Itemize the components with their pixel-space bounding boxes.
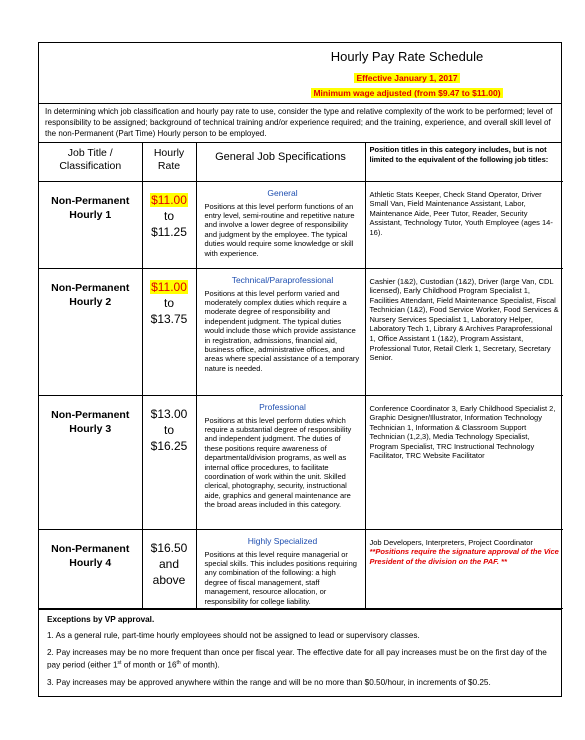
spec-body: Positions at this level perform functions of an entry level, semi-routine and repetitive nature and involve a lower degree of responsibility and judgment by the employee. The typical duties would require some knowledge or skill with experience.: [204, 201, 355, 258]
job-titles-text: Job Developers, Interpreters, Project Coordinator: [369, 537, 533, 547]
column-header-rate: Hourly Rate: [142, 143, 196, 181]
rate-separator: to: [163, 295, 174, 310]
column-header-job: Job Title / Classification: [39, 143, 142, 181]
title-area: [253, 43, 561, 103]
job-spec-cell: [196, 395, 365, 529]
job-titles-cell: [365, 529, 563, 608]
spec-body: Positions at this level perform duties which require a substantial degree of responsibility and independent judgment. The duties of these positions require awareness of departmental/division programs, as well as internal office procedures, to facilitate coordination of work within the unit. Skilled clerical, photography, security, instructional aide, graphics and general maintenance are the broad areas included in this category.: [204, 415, 352, 510]
column-header-titles: Position titles in this category includes, but is not limited to the equivalent of the following job titles:: [365, 143, 563, 181]
spec-body: Positions at this level perform varied and moderately complex duties which require a moderate degree of responsibility and independent judgment. The typical duties would include those which provide assistance in registration, admissions, financial aid, business office, administrative offices, and areas where special assistance of a temporary nature is needed.: [204, 288, 360, 373]
exception-item-2: 2. Pay increases may be no more frequent than once per fiscal year. The effective date for all pay increases must be on the first day of the pay period (either 1st of month or 16th of month).: [47, 647, 547, 670]
table-header-row: [39, 143, 563, 181]
document-header: [39, 43, 561, 104]
job-titles-cell: [365, 268, 563, 395]
hourly-rate-cell: [142, 395, 196, 529]
spec-heading: Highly Specialized: [247, 535, 318, 546]
exception-item-1: 1. As a general rule, part-time hourly employees should not be assigned to lead or supervisory classes.: [47, 630, 420, 640]
rate-high: $16.25: [150, 438, 188, 453]
table-row: [39, 181, 563, 268]
rate-high: above: [152, 572, 186, 587]
job-title-cell: Non-Permanent Hourly 3: [39, 395, 142, 529]
rate-high: $11.25: [151, 224, 187, 239]
job-spec-cell: [196, 268, 365, 395]
intro-paragraph: In determining which job classification and hourly pay rate to use, consider the type and relative complexity of the work to be performed; level of responsibility to be assigned; background of technical training and/or experience required; and the training, experience, and overall skill level of the non-Permanent (Part Time) Hourly person to be employed.: [39, 104, 561, 143]
rate-low: $13.00: [150, 406, 188, 421]
rate-high: $13.75: [150, 311, 188, 326]
job-title-cell: Non-Permanent Hourly 2: [39, 268, 142, 395]
exceptions-section: [39, 609, 561, 696]
exceptions-heading: Exceptions by VP approval.: [47, 614, 155, 624]
vp-approval-note: **Positions require the signature approval of the Vice President of the division on the PAF. **: [369, 547, 559, 566]
job-titles-text: Athletic Stats Keeper, Check Stand Operator, Driver Small Van, Field Maintenance Assistant, Labor, Maintenance Aide, Peer Tutor, Reader, Security Assistant, Technology Tutor, Youth Employee (ages 14-16).: [369, 189, 553, 237]
logo-area: [39, 43, 253, 103]
job-spec-cell: [196, 181, 365, 268]
table-row: [39, 395, 563, 529]
job-titles-text: Conference Coordinator 3, Early Childhood Specialist 2, Graphic Designer/Illustrator, Information Technology Technician 1, Information & Classroom Support Technician (1,2,3), Media Technology Specialist, Program Specialist, TRC Instructional Technology Facilitator, TRC Website Facilitator: [369, 403, 556, 461]
spec-heading: General: [267, 187, 298, 198]
effective-date: Effective January 1, 2017: [356, 73, 458, 83]
hourly-rate-cell: [142, 529, 196, 608]
rate-low: $11.00: [151, 279, 187, 294]
hourly-rate-cell: [142, 268, 196, 395]
rate-separator: and: [158, 556, 180, 571]
rate-low: $11.00: [151, 192, 187, 207]
column-header-spec: General Job Specifications: [196, 143, 365, 181]
table-row: [39, 268, 563, 395]
job-titles-text: Cashier (1&2), Custodian (1&2), Driver (large Van, CDL licensed), Early Childhood Program Specialist 1, Facilities Attendant, Field Maintenance Specialist, Fiscal Technician (1&2), Food Service Worker, Food Services & Nursery Services Specialist 1, Laboratory Helper, Laboratory Tech 1, Library & Archives Paraprofessional 1, Office Assistant 1 (1&2), Program Assistant, Professional Tutor, Retail Clerk 1, Secretary, Secretary Senior.: [369, 276, 559, 363]
job-titles-cell: [365, 181, 563, 268]
rate-separator: to: [163, 208, 174, 223]
hourly-rate-cell: [142, 181, 196, 268]
schedule-document: [38, 42, 562, 697]
spec-body: Positions at this level require managerial or special skills. This includes positions requiring any combination of the following: a high degree of fiscal management, staff management, resource allocation, or responsibility for college liability.: [204, 549, 357, 606]
table-row: [39, 529, 563, 608]
spec-heading: Professional: [259, 401, 306, 412]
minimum-wage-note: Minimum wage adjusted (from $9.47 to $11.00): [313, 88, 501, 98]
exception-item-3: 3. Pay increases may be approved anywhere within the range and will be no more than $0.50/hour, in increments of $0.25.: [47, 677, 491, 687]
job-spec-cell: [196, 529, 365, 608]
document-title: Hourly Pay Rate Schedule: [330, 49, 484, 64]
rate-low: $16.50: [150, 540, 188, 555]
job-title-cell: Non-Permanent Hourly 4: [39, 529, 142, 608]
job-title-cell: Non-Permanent Hourly 1: [39, 181, 142, 268]
job-titles-cell: [365, 395, 563, 529]
spec-heading: Technical/Paraprofessional: [231, 274, 334, 285]
pay-rate-table: [39, 143, 563, 609]
rate-separator: to: [163, 422, 174, 437]
